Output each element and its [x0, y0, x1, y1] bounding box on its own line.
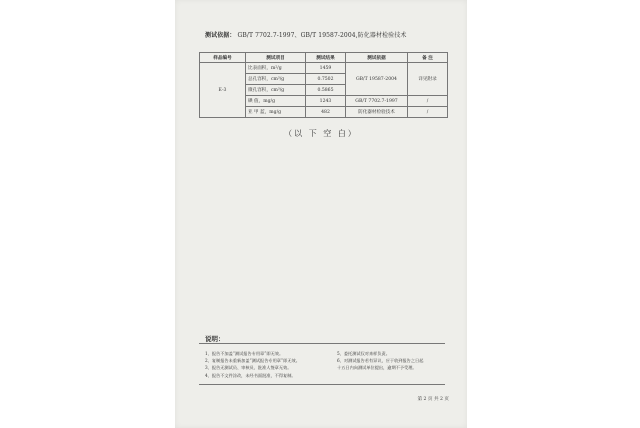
note-item: 4、报告不文件涂改，未经书面批准，不得复制。 — [205, 372, 296, 378]
remark-cell: / — [408, 107, 448, 118]
note-item: 十五日内向测试单位提出，逾期不予受理。 — [337, 365, 417, 371]
test-item-cell: 微孔容积，cm³/g — [246, 85, 306, 96]
notes-title: 说明： — [205, 335, 225, 343]
results-table — [199, 52, 448, 118]
blank-notice: （以 下 空 白） — [284, 129, 358, 138]
note-item: 3、报告无测试员、审核员、批准人签章无效。 — [205, 365, 292, 371]
test-basis-cell: GB/T 19587-2004 — [346, 63, 408, 96]
test-result-cell: 0.7502 — [306, 74, 346, 85]
header-test-basis: 测试依据 — [346, 53, 408, 63]
table-row — [200, 63, 448, 74]
test-basis-line — [205, 30, 406, 39]
page-number: 第 2 页 共 2 页 — [417, 397, 449, 402]
notes-right-column — [337, 350, 423, 372]
test-item-cell: 碘 值，mg/g — [246, 96, 306, 107]
header-test-result: 测试结果 — [306, 53, 346, 63]
header-test-item: 测试项目 — [246, 53, 306, 63]
note-item: 1、报告不加盖“测试报告专用章”即无效。 — [205, 351, 284, 356]
test-basis-cell: GB/T 7702.7-1997 — [346, 96, 408, 107]
note-item: 5、委托测试仅对来样负责。 — [337, 351, 390, 356]
sample-id-cell: E-3 — [200, 63, 246, 118]
test-result-cell: 1243 — [306, 96, 346, 107]
notes-left-column — [205, 350, 300, 379]
test-basis-text: GB/T 7702.7-1997、GB/T 19587-2004,防化器材检验技术 — [237, 32, 407, 39]
notes-box — [199, 343, 445, 385]
note-item: 2、复制报告未重新加盖“测试报告专用章”即无效。 — [205, 358, 300, 364]
test-basis-label: 测试依据： — [205, 32, 236, 39]
header-sample-id: 样品编号 — [200, 53, 246, 63]
test-item-cell: 亚 甲 蓝，mg/g — [246, 107, 306, 118]
remark-cell: 详见附录 — [408, 63, 448, 96]
test-item-cell: 总孔容积，cm³/g — [246, 74, 306, 85]
remark-cell: / — [408, 96, 448, 107]
report-page — [175, 0, 467, 428]
test-result-cell: 0.5865 — [306, 85, 346, 96]
note-item: 6、对测试报告若有异议，应于收到报告之日起 — [337, 358, 424, 364]
test-item-cell: 比表面积，m²/g — [246, 63, 306, 74]
test-result-cell: 1459 — [306, 63, 346, 74]
test-basis-cell: 防化器材检验技术 — [346, 107, 408, 118]
header-remark: 备 注 — [408, 53, 448, 63]
table-header-row — [200, 53, 448, 63]
test-result-cell: 482 — [306, 107, 346, 118]
